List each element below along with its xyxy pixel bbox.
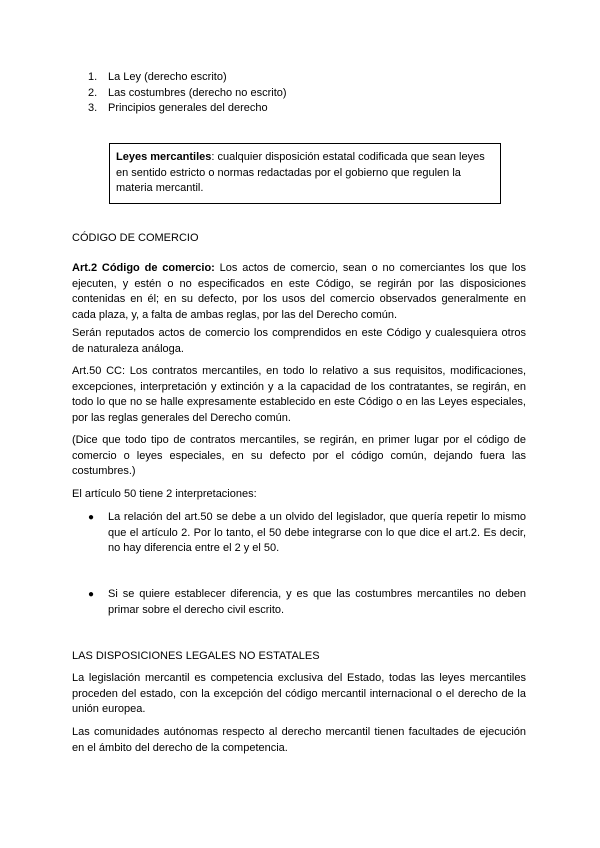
bullet-dot: ●	[88, 589, 95, 600]
art2-text: Los actos de comercio, sean o no comerciantes los que los ejecuten, y estén o no especificados en este Código, se regirán por las disposiciones contenidas en él; en su defecto, por los usos del comercio observados generalmente en cada plaza, y, a falta de ambas reglas, por las del Derecho común.	[72, 262, 526, 321]
list-number: 1.	[88, 71, 98, 83]
list-item	[88, 70, 287, 86]
bullet-dot: ●	[88, 512, 95, 523]
list-text: Principios generales del derecho	[108, 102, 268, 115]
art50-paragraph: Art.50 CC: Los contratos mercantiles, en todo lo relativo a sus requisitos, modificaciones, excepciones, interpretación y extinción y a la capacidad de los contratantes, se regirán, en todo lo que no se halle expresamente establecido en este Código o en las Leyes especiales, por las reglas generales del Derecho común.	[72, 365, 526, 424]
definition-term: Leyes mercantiles	[116, 151, 212, 163]
bullet-list	[88, 587, 526, 618]
definition-box	[109, 143, 501, 204]
bullet-item	[88, 510, 526, 557]
list-text: Las costumbres (derecho no escrito)	[108, 86, 287, 99]
art2-paragraph	[72, 261, 526, 323]
section-heading-disposiciones: LAS DISPOSICIONES LEGALES NO ESTATALES	[72, 650, 320, 662]
list-number: 2.	[88, 86, 98, 99]
paragraph-comunidades: Las comunidades autónomas respecto al derecho mercantil tienen facultades de ejecución en el ámbito del derecho de la competencia.	[72, 726, 526, 754]
definition-text: : cualquier disposición estatal codificada que sean leyes en sentido estricto o normas redactadas por el gobierno que regulen la materia mercantil.	[116, 151, 485, 195]
list-number: 3.	[88, 102, 98, 115]
paragraph-interpretaciones: El artículo 50 tiene 2 interpretaciones:	[72, 488, 257, 500]
section-heading-codigo: CÓDIGO DE COMERCIO	[72, 232, 199, 244]
list-item	[88, 86, 287, 102]
list-item	[88, 101, 287, 117]
bullet-item	[88, 587, 526, 618]
paragraph-explicacion: (Dice que todo tipo de contratos mercantiles, se regirán, en primer lugar por el código de comercio o leyes especiales, en su defecto por el código común, dejando fuera las costumbres.)	[72, 434, 526, 478]
bullet-text: La relación del art.50 se debe a un olvido del legislador, que quería repetir lo mismo que el artículo 2. Por lo tanto, el 50 debe integrarse con lo que dice el art.2. Es decir, no hay diferencia entre el 2 y el 50.	[108, 511, 526, 555]
paragraph-legislacion: La legislación mercantil es competencia exclusiva del Estado, todas las leyes mercantiles proceden del estado, con la excepción del código mercantil internacional o el derecho de la unión europea.	[72, 672, 526, 716]
numbered-list	[88, 70, 287, 117]
list-text: La Ley (derecho escrito)	[108, 71, 227, 83]
bullet-text: Si se quiere establecer diferencia, y es que las costumbres mercantiles no deben primar sobre el derecho civil escrito.	[108, 588, 526, 616]
paragraph-actos-comercio: Serán reputados actos de comercio los comprendidos en este Código y cualesquiera otros de naturaleza análoga.	[72, 327, 526, 355]
bullet-list	[88, 510, 526, 557]
art2-label: Art.2 Código de comercio:	[72, 262, 215, 274]
